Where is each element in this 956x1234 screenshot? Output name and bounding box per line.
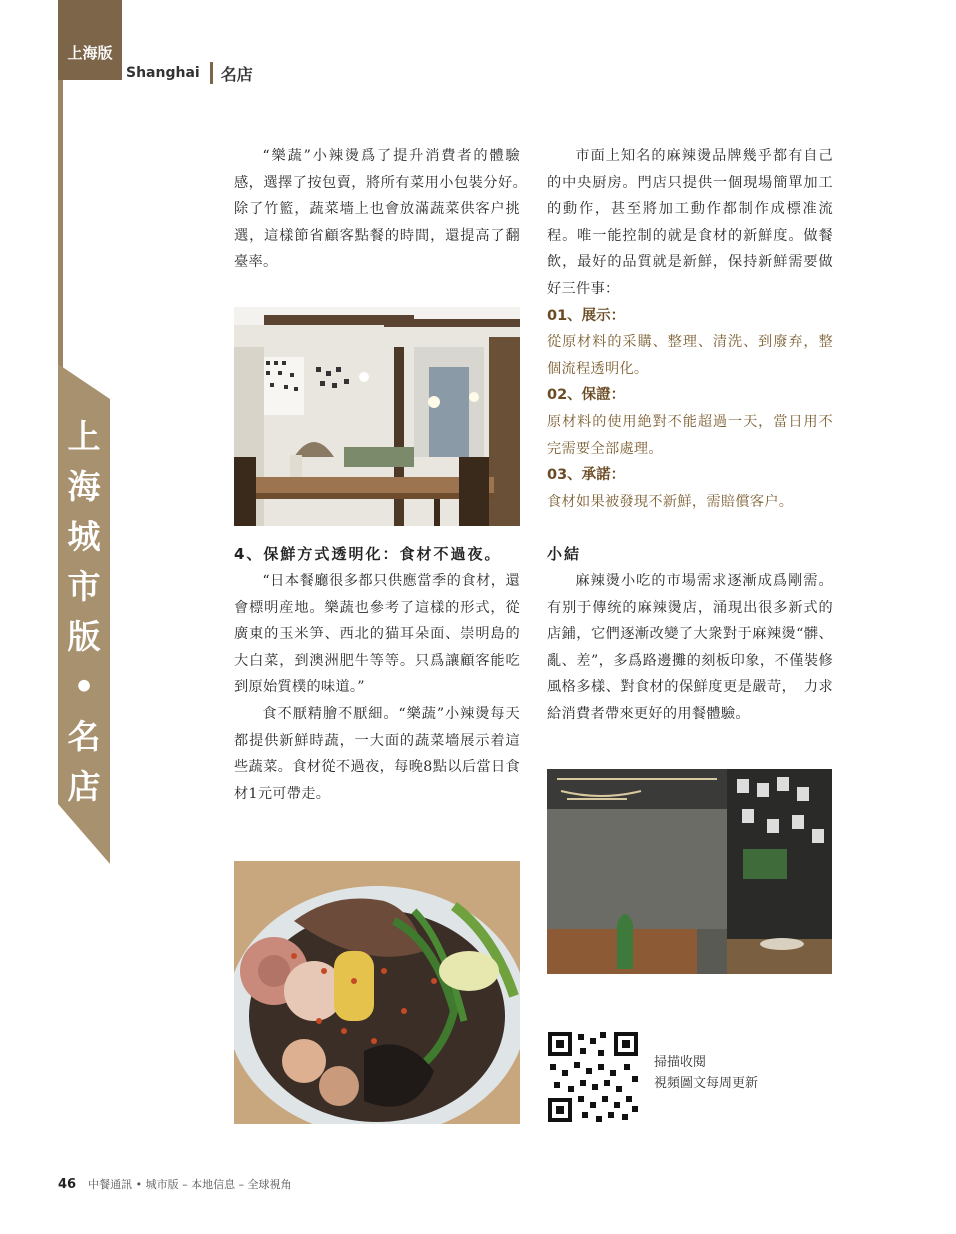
section-name: 名店 xyxy=(220,64,253,84)
banner-char: • xyxy=(73,667,95,706)
qr-caption xyxy=(654,1052,758,1094)
intro-paragraph: “樂蔬”小辣燙爲了提升消費者的體驗感，選擇了按包賣，將所有菜用小包裝分好。 除了竹籃，蔬菜墻上也會放滿蔬菜供客户挑選，這樣節省顧客點餐的時間，還提高了翻臺率。 xyxy=(234,148,535,271)
edition-tab: 上海版 xyxy=(58,0,122,80)
left-intro xyxy=(234,143,535,276)
banner-char: 版 xyxy=(67,617,101,656)
item-03-heading: 03、承諾： xyxy=(547,467,626,484)
page-footer xyxy=(58,1176,292,1192)
item-01-heading: 01、展示： xyxy=(547,307,626,324)
qr-caption-line-1: 掃描收閱 xyxy=(654,1055,707,1070)
banner-char: 海 xyxy=(67,467,101,506)
banner-char: 上 xyxy=(67,417,101,456)
freshness-intro: 市面上知名的麻辣燙品牌幾乎都有自己的中央厨房。門店只提供一個現場簡單加工的動作，甚至將加工動作都制作成標准流程。唯一能控制的就是食材的新鮮度。做餐飲，最好的品質就是新鮮，保持新鮮需要做好三件事： xyxy=(547,148,833,297)
side-banner-text xyxy=(58,412,110,812)
right-column xyxy=(547,143,833,515)
chalkboard-wall-photo xyxy=(547,769,832,974)
banner-char: 市 xyxy=(67,567,101,606)
malatang-bowl-photo xyxy=(234,861,520,1124)
qr-code[interactable] xyxy=(546,1030,640,1124)
header-divider xyxy=(210,62,213,84)
section-4-paragraph: “日本餐廳很多都只供應當季的食材，還會標明産地。樂蔬也參考了這樣的形式，從廣東的玉米笋、西北的猫耳朵面、崇明島的大白菜，到澳洲肥牛等等。只爲讓顧客能吃到原始質樸的味道。” xyxy=(234,573,520,696)
restaurant-interior-photo xyxy=(234,307,520,526)
banner-char: 城 xyxy=(67,517,101,556)
section-4-paragraph-2: 食不厭精膾不厭細。“樂蔬”小辣燙每天都提供新鮮時蔬，一大面的蔬菜墻展示着這些蔬菜。食材從不過夜，每晚8點以后當日食材1元可帶走。 xyxy=(234,705,520,802)
city-name: Shanghai xyxy=(126,65,200,81)
banner-char: 名 xyxy=(67,717,101,756)
publication-name: 中餐通訊 • 城市版 – 本地信息 – 全球視角 xyxy=(88,1178,292,1191)
summary-section xyxy=(547,541,833,728)
item-02-text: 原材料的使用絶對不能超過一天，當日用不完需要全部處理。 xyxy=(547,413,833,457)
page-number: 46 xyxy=(58,1177,77,1192)
item-02-heading: 02、保證： xyxy=(547,387,626,404)
section-header xyxy=(122,58,253,88)
margin-rule xyxy=(58,80,63,370)
item-03-text: 食材如果被發現不新鮮，需賠償客户。 xyxy=(547,493,794,510)
summary-heading: 小結 xyxy=(547,545,582,563)
left-section-4 xyxy=(234,541,520,807)
item-01-text: 從原材料的采購、整理、清洗、到廢弃，整個流程透明化。 xyxy=(547,334,833,377)
banner-char: 店 xyxy=(67,767,101,806)
qr-caption-line-2: 視頻圖文每周更新 xyxy=(654,1076,759,1091)
summary-paragraph: 麻辣燙小吃的市場需求逐漸成爲剛需。有别于傳统的麻辣燙店，涌現出很多新式的店鋪，它們逐漸改變了大衆對于麻辣燙“髒、亂、差”，多爲路邊攤的刻板印象，不僅裝修風格多樣、對食材的保鮮度更是嚴苛， 力求給消費者帶來更好的用餐體驗。 xyxy=(547,573,833,722)
section-4-heading: 4、保鮮方式透明化：食材不過夜。 xyxy=(234,545,502,563)
